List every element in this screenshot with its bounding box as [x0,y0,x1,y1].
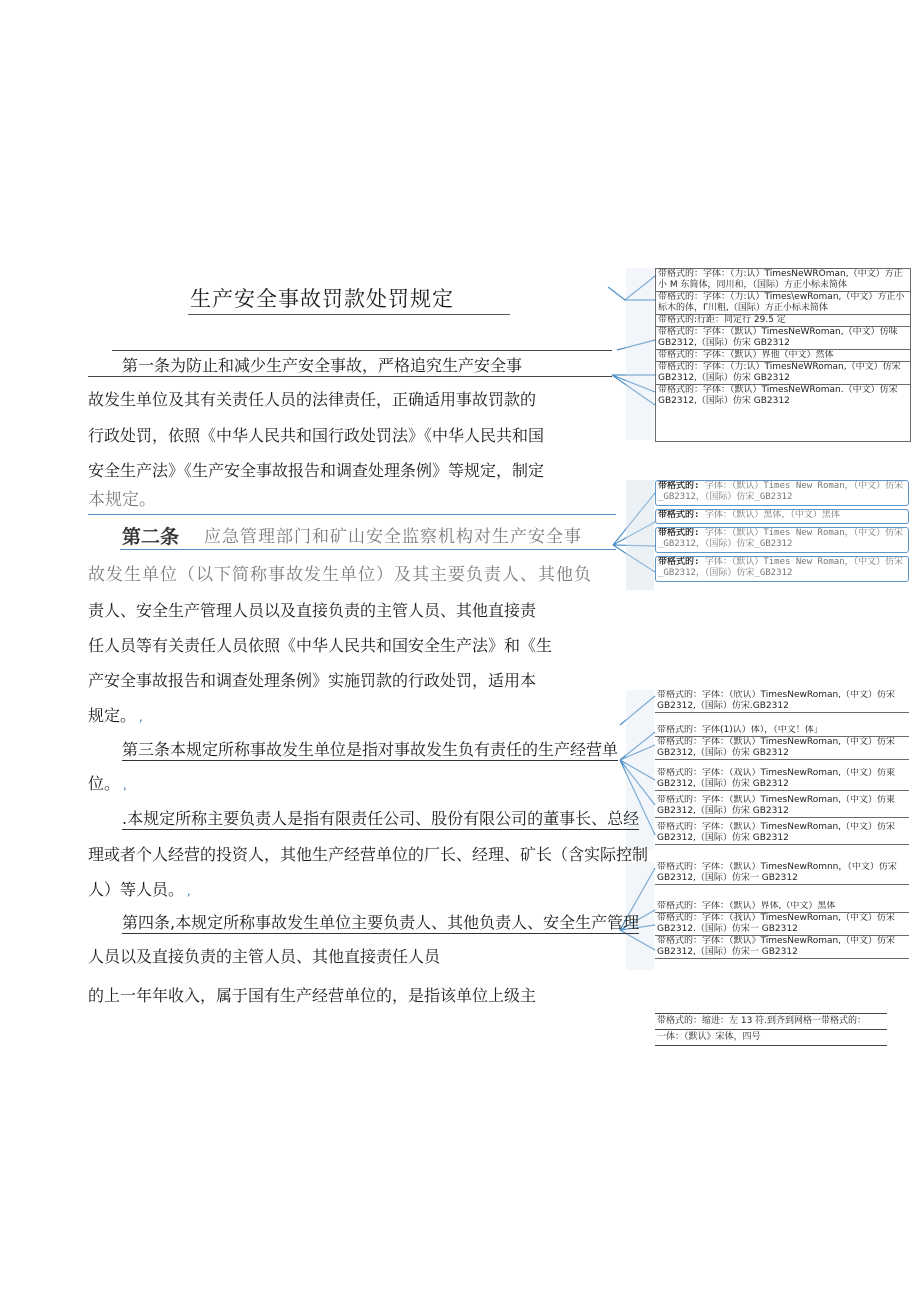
revision-line [120,549,616,550]
format-comment[interactable]: 一体：（默认》宋体，四号 [655,1030,887,1046]
format-comment[interactable]: 带格式的：缩进：左 13 符.到齐到网格一带格式的： [655,1014,887,1030]
format-comment[interactable]: 带格式的：字体：（默认）界体,（中文）黑体 [655,901,909,913]
comment-group-3 [655,690,909,845]
body-line-10: 产安全事故报告和调查处理条例》实施罚款的行政处罚，适用本 [88,671,537,690]
article-two-heading: 第二条 [122,526,180,548]
format-comment[interactable]: 带格式的：字体：（戏认）TimesNewRoman,（中文）仿東 GB2312,（国际）仿宋 GB2312 [655,768,909,791]
format-comment[interactable]: 带格式的:行距：同定行 29.5 定 [656,315,910,327]
document-title: 生产安全事故罚款处罚规定 [190,287,454,311]
format-comment[interactable]: 带格式的：字体：（我认）TimesNewRoman,（中文）仿宋 GB2312.（国际）仿宋一 GB2312 [655,913,909,936]
body-line-15: 理或者个人经营的投资人，其他生产经营单位的厂长、经理、矿长（含实际控制 [88,845,649,864]
body-line-17: 第四条,本规定所称事故发生单位主要负责人、其他负责人、安全生产管理 [122,913,640,932]
format-comment[interactable]: 带格式的：字体：（默认）TimesNewRoman,（中文）仿宋 GB2312,（国际）仿宋 GB2312 [655,822,909,845]
title-underline [188,314,510,315]
comment-margin-shade [626,268,654,440]
body-line-5: 本规定。 [88,490,156,510]
format-comment[interactable]: 带格式的: 字体：（默认）黑体，（中文）黑体 [655,509,909,524]
format-comment[interactable]: 带格式的：字体：（默认）TimesNeWRoman.（中文）仿宋 GB2312,（国际）仿宋 GB2312 [658,385,898,406]
format-comment[interactable]: 带格式的：字体：（默认）TimesNewRoman,（中文）仿東 GB2312,（国际）仿宋 GB2312 [655,795,909,818]
body-line-7: 故发生单位（以下简称事故发生单位）及其主要负责人、其他负 [88,565,592,585]
revision-mark: , [139,710,143,724]
comment-group-4 [655,862,909,959]
comment-group-2 [655,480,909,585]
format-comment[interactable]: 带格式的：字体(1)认）体），（中文！体」 [655,725,909,737]
body-line-9: 任人员等有关责任人员依照《中华人民共和国安全生产法》和《生 [88,636,553,655]
format-comment[interactable]: 带格式的: 字体：（默认）Times New Roman，（中文）仿宋_GB2312，（国际）仿宋_GB2312 [655,556,909,582]
body-line-1: 第一条为防止和减少生产安全事故，严格追究生产安全事 [122,356,523,375]
body-line-4: 安全生产法》《生产安全事故报告和调查处理条例》等规定，制定 [88,461,545,480]
revision-line [88,376,612,377]
body-line-12: 第三条本规定所称事故发生单位是指对事故发生负有责任的生产经营单 [122,740,619,759]
format-comment[interactable]: 带格式的：字体：（力:认）TimesNeWRoman,（中文）仿宋 GB2312,（国际）仿宋 GB2312 [656,362,910,385]
body-line-3: 行政处罚，依照《中华人民共和国行政处罚法》《中华人民共和国 [88,426,545,445]
format-comment[interactable]: 带格式的：字体：（力:认）Times\ewRoman,（中文）方正小标木的体，Γ川粗,（国际）方正小标未简体 [656,292,910,315]
body-line-18: 人员以及直接负责的主管人员、其他直接责任人员 [88,947,441,966]
revision-line [88,514,616,515]
format-comment[interactable]: 带格式的：字体：（默认）TimesNeWRoman,（中文）仿味 GB2312,（国际）仿宋 GB2312 [656,327,910,350]
comment-group-1 [655,268,911,442]
comment-margin-shade [626,480,654,590]
format-comment[interactable]: 带格式的：字体：（默认》TimesNewRoman,（中文）仿宋 GB2312,（国际）仿宋一 GB2312 [655,936,909,959]
body-line-8: 责人、安全生产管理人员以及直接负责的主管人员、其他直接责 [88,601,537,620]
format-comment[interactable]: 带格式的：字体：（力:认）TimesNeWROman,（中文）方正小 M 东简体，同川和，（国际）方正小标未简体 [656,269,910,292]
format-comment[interactable]: 带格式的：字体：（默认）TimesNewRoman,（中文）仿宋 GB2312,（国际）仿宋 GB2312 [655,737,909,760]
body-line-11: 规定。 , [88,706,143,725]
revision-line [112,350,612,351]
body-line-16: 人）等人员。 , [88,880,191,899]
format-comment[interactable]: 带格式的：字体：（默认）界他（中文）然体 [656,350,910,362]
format-comment[interactable]: 带格式的: 字体：（默认）Times New Roman，（中文）仿宋_GB2312，（国际）仿宋_GB2312 [655,480,909,506]
format-comment[interactable]: 带格式的：字体：（欣认）TimesNewRoman,（中文）仿宋 GB2312,（国际）仿宋.GB2312 [655,690,909,713]
body-line-13: 位。 , [88,774,127,793]
body-line-6: 应急管理部门和矿山安全监察机构对生产安全事 [204,527,582,547]
format-comment[interactable]: 带格式的：字体：（默认）TimesNewRomnn，（中文）仿宋 GB2312,（国际）仿宋一 GB2312 [655,862,909,885]
format-comment[interactable]: 带格式的: 字体：（默认）Times New Roman，（中文）仿宋_GB2312，（国际）仿宋_GB2312 [655,527,909,553]
body-line-14: .本规定所称主要负责人是指有限责任公司、股份有限公司的董事长、总经 [122,809,640,828]
body-line-2: 故发生单位及其有关责任人员的法律责任，正确适用事故罚款的 [88,390,537,409]
revision-mark: , [123,778,127,792]
comment-group-5 [655,1013,887,1046]
revision-mark: , [187,884,191,898]
body-line-19: 的上一年年收入，属于国有生产经营单位的，是指该单位上级主 [88,986,537,1005]
